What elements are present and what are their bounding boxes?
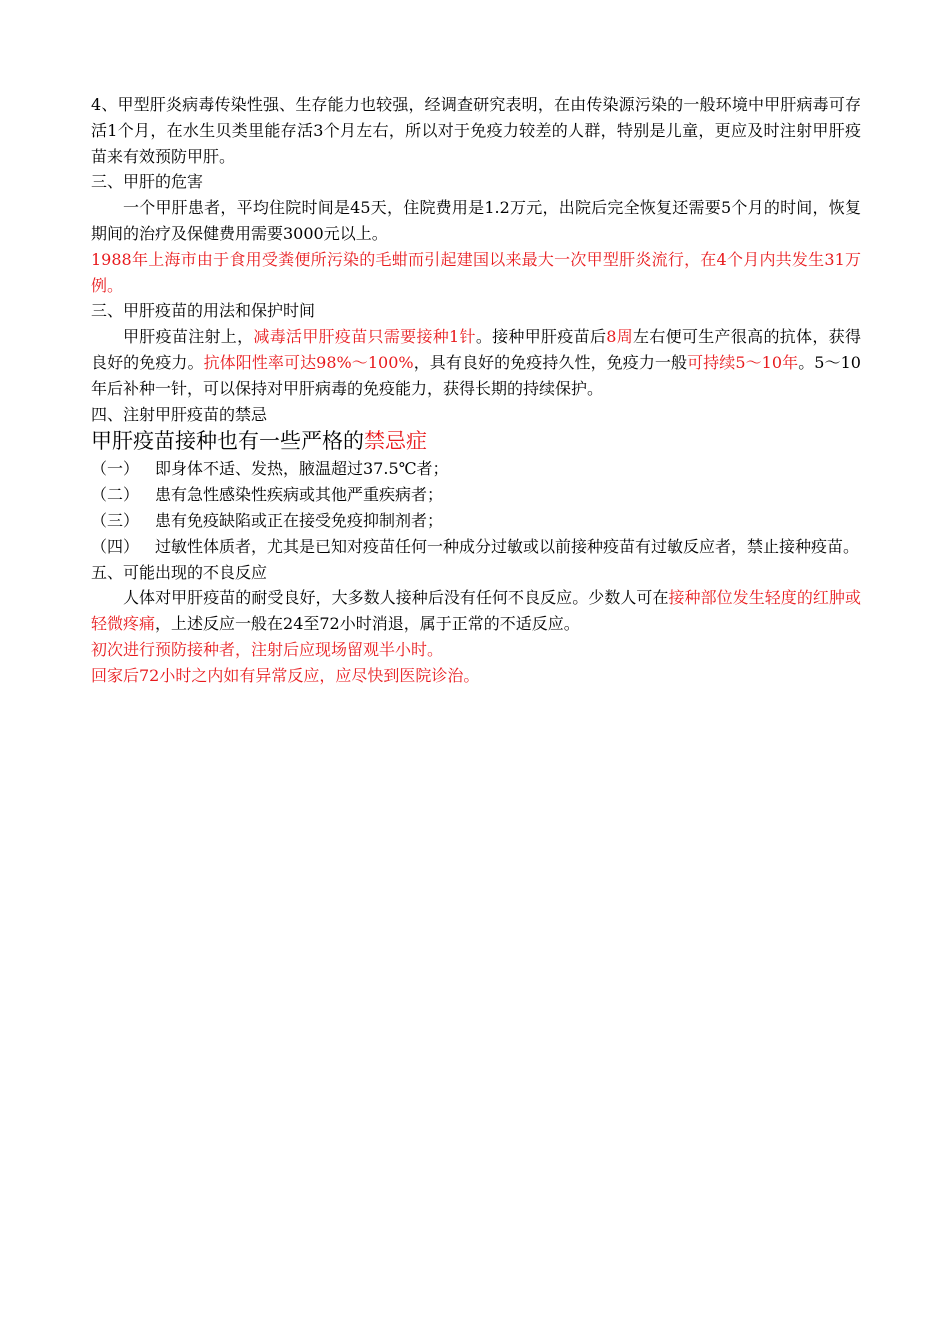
list-item	[91, 456, 861, 482]
usage-text-3: 左右便可生产很高的抗体，获得良好的免疫力。	[91, 327, 861, 372]
usage-text-1: 甲肝疫苗注射上，	[123, 327, 254, 347]
list-item-number: （三）	[91, 510, 140, 530]
contraindications-title-highlight: 禁忌症	[364, 429, 427, 454]
list-item-text: 即身体不适、发热，腋温超过37.5℃者；	[155, 459, 449, 479]
list-item-number: （二）	[91, 485, 140, 505]
usage-text-4: ，具有良好的免疫持久性，免疫力一般	[413, 352, 688, 372]
adverse-text-2: ，上述反应一般在24至72小时消退，属于正常的不适反应。	[155, 614, 580, 634]
list-item-number: （一）	[91, 459, 140, 479]
adverse-highlight-site: 接种部位发生轻度的红肿或轻微疼痛	[91, 588, 861, 634]
paragraph-adverse-reactions	[91, 585, 861, 637]
usage-highlight-duration: 可持续5～10年	[687, 352, 799, 372]
usage-highlight-positive-rate: 抗体阳性率可达98%～100%	[203, 352, 414, 372]
list-item-text: 患有急性感染性疾病或其他严重疾病者；	[155, 485, 444, 505]
paragraph-hospital: 回家后72小时之内如有异常反应，应尽快到医院诊治。	[91, 665, 480, 685]
contraindications-title-text: 甲肝疫苗接种也有一些严格的	[91, 429, 364, 454]
contraindications-title	[91, 427, 861, 456]
adverse-text-1: 人体对甲肝疫苗的耐受良好，大多数人接种后没有任何不良反应。少数人可在	[123, 588, 669, 608]
heading-harm: 三、甲肝的危害	[91, 172, 204, 192]
usage-highlight-8-weeks: 8周	[606, 327, 634, 347]
usage-highlight-one-dose: 减毒活甲肝疫苗只需要接种1针	[253, 327, 476, 347]
list-item	[91, 482, 861, 508]
list-item	[91, 508, 861, 534]
paragraph-usage	[91, 324, 861, 401]
paragraph-observation: 初次进行预防接种者，注射后应现场留观半小时。	[91, 639, 444, 659]
usage-text-5: 。5～10年后补种一针，可以保持对甲肝病毒的免疫能力，获得长期的持续保护。	[91, 352, 861, 398]
document-page	[91, 92, 861, 689]
list-item-text: 患有免疫缺陷或正在接受免疫抑制剂者；	[155, 510, 444, 530]
list-item-number: （四）	[91, 536, 140, 556]
usage-text-2: 。接种甲肝疫苗后	[475, 327, 607, 347]
heading-usage: 三、甲肝疫苗的用法和保护时间	[91, 301, 316, 321]
heading-adverse-reactions: 五、可能出现的不良反应	[91, 562, 268, 582]
paragraph-1988-outbreak: 1988年上海市由于食用受粪便所污染的毛蚶而引起建国以来最大一次甲型肝炎流行，在4个月内共发生31万例。	[91, 249, 861, 295]
list-item-text: 过敏性体质者，尤其是已知对疫苗任何一种成分过敏或以前接种疫苗有过敏反应者，禁止接种疫苗。	[155, 536, 860, 556]
paragraph-harm: 一个甲肝患者，平均住院时间是45天，住院费用是1.2万元，出院后完全恢复还需要5个月的时间，恢复期间的治疗及保健费用需要3000元以上。	[91, 198, 861, 243]
paragraph-transmission: 4、甲型肝炎病毒传染性强、生存能力也较强，经调查研究表明，在由传染源污染的一般环境中甲肝病毒可存活1个月，在水生贝类里能存活3个月左右，所以对于免疫力较差的人群，特别是儿童，更应及时注射甲肝疫苗来有效预防甲肝。	[91, 95, 861, 166]
list-item	[91, 534, 861, 560]
heading-contraindications: 四、注射甲肝疫苗的禁忌	[91, 404, 268, 424]
